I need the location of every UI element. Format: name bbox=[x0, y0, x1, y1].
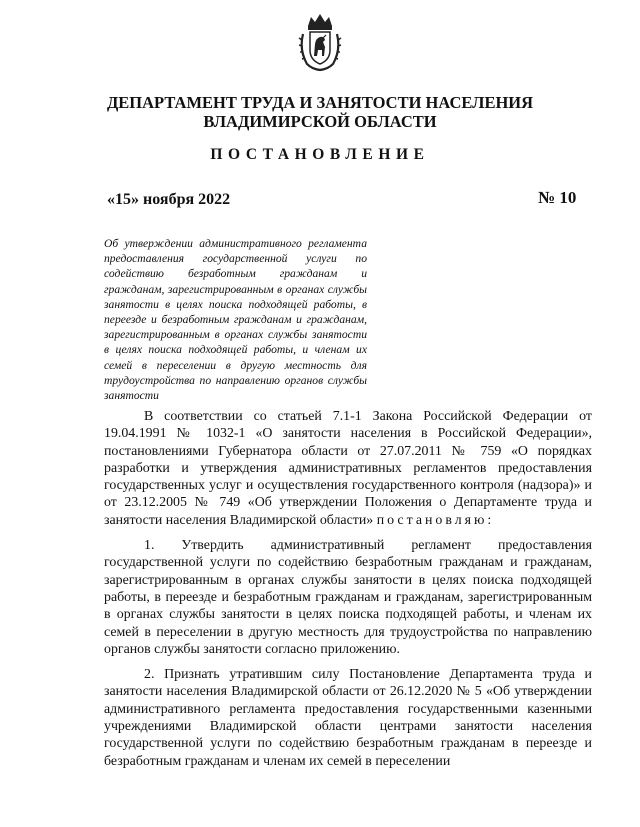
document-number: № 10 bbox=[538, 188, 577, 207]
document-body bbox=[104, 408, 592, 770]
preamble-text: В соответствии со статьей 7.1-1 Закона Российской Федерации от 19.04.1991 № 1032-1 «О занятости населения в Российской Федерации», постановлениями Губернатора области от 27.07.2011 № 759 «О порядках разработки и утверждения административных регламентов предоставления государственных услуг и осуществления государственного контроля (надзора)» и от 23.12.2005 № 749 «Об утверждении Положения о Департаменте труда и занятости населения Владимирской области» bbox=[104, 409, 592, 528]
item-paragraph-2: 2. Признать утратившим силу Постановление Департамента труда и занятости населения Владимирской области от 26.12.2020 № 5 «Об утверждении административного регламента предоставления государственными казенными учреждениями Владимирской области центрами занятости населения государственной услуги по содействию безработным гражданам в переезде и безработным гражданам и членам их семей в переселении bbox=[104, 667, 592, 769]
item-paragraph-1: 1. Утвердить административный регламент предоставления государственной услуги по содействию безработным гражданам и гражданам, зарегистрированным в органах службы занятости в целях поиска подходящей работы, в переезде и безработным гражданам и гражданам, зарегистрированным в органах службы занятости в целях поиска подходящей работы, и членам их семей в переселении в другую местность для трудоустройства по направлению органов службы занятости согласно приложению. bbox=[104, 538, 592, 657]
document-type: ПОСТАНОВЛЕНИЕ bbox=[210, 146, 430, 163]
coat-of-arms-icon bbox=[298, 12, 342, 72]
document-date: «15» ноября 2022 bbox=[107, 191, 231, 208]
org-name-line1: ДЕПАРТАМЕНТ ТРУДА И ЗАНЯТОСТИ НАСЕЛЕНИЯ bbox=[106, 93, 534, 112]
preamble-paragraph bbox=[104, 408, 592, 529]
decree-word: постановляю: bbox=[376, 512, 495, 528]
org-name-line2: ВЛАДИМИРСКОЙ ОБЛАСТИ bbox=[203, 112, 437, 131]
document-subject: Об утверждении административного регламента предоставления государственной услуги по содействию безработным гражданам и гражданам, зарегистрированным в органах службы занятости в целях поиска подходящей работы, в переезде и безработным гражданам и гражданам, зарегистрированным в органах службы занятости в целях поиска подходящей работы, и членам их семей в переселении в другую местность для трудоустройства по направлению органов службы занятости bbox=[104, 237, 367, 403]
